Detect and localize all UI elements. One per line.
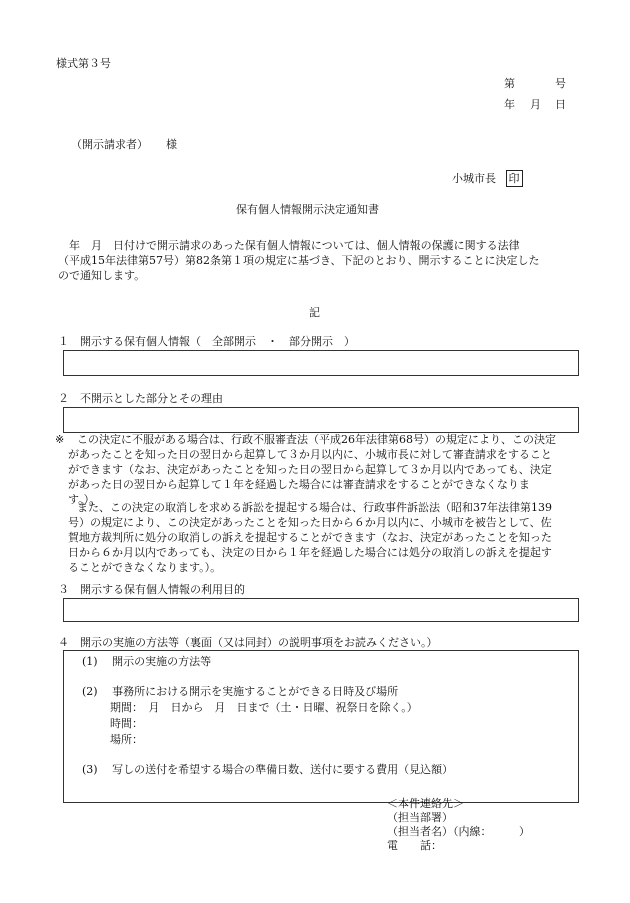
section-4-item-1: (1) 開示の実施の方法等 — [82, 655, 212, 668]
body-text — [58, 238, 578, 283]
section-4-label: ４ 開示の実施の方法等（裏面（又は同封）の説明事項をお読みください。） — [58, 636, 438, 649]
sender — [452, 170, 523, 187]
contact-block — [387, 797, 530, 853]
section-3-label: ３ 開示する保有個人情報の利用目的 — [58, 583, 245, 596]
body-line: （平成15年法律第57号）第82条第１項の規定に基づき、下記のとおり、開示することに決定した — [58, 254, 540, 267]
note-line: この決定に不服がある場合は、行政不服審査法（平成26年法律第68号）の規定により、この決定 — [77, 433, 556, 446]
time-line: 時間： — [110, 717, 143, 730]
doc-number-suffix: 号 — [555, 77, 566, 90]
body-line: ので通知します。 — [58, 269, 146, 282]
doc-number-prefix: 第 — [504, 77, 515, 90]
date-month: 月 — [530, 98, 541, 111]
contact-phone: 電 話： — [387, 839, 442, 852]
date-year: 年 — [504, 98, 515, 111]
note-line: 日から６か月以内であっても、決定の日から１年を経過した場合には処分の取消しの訴えを提起す — [68, 546, 552, 559]
note-line: す。）。 — [68, 493, 101, 506]
section-1-field[interactable] — [63, 350, 579, 376]
note-paragraph-2 — [68, 500, 580, 575]
seal-mark: 印 — [506, 170, 523, 187]
ki-mark: 記 — [309, 306, 320, 319]
note-line: また、この決定の取消しを求める訴訟を提起する場合は、行政事件訴訟法（昭和37年法律第139 — [77, 501, 552, 514]
note-line: 号）の規定により、この決定があったことを知った日から６か月以内に、小城市を被告として、佐 — [68, 516, 552, 529]
place-line: 場所： — [110, 733, 143, 746]
date-day: 日 — [555, 98, 566, 111]
note-mark: ※ — [55, 433, 65, 446]
contact-person: （担当者名）（内線： ） — [387, 825, 530, 838]
recipient-honorific: 様 — [166, 138, 177, 151]
period-line: 期間： 月 日から 月 日まで（土・日曜、祝祭日を除く。） — [110, 701, 418, 714]
note-line: ることができなくなります。）。 — [68, 561, 222, 574]
section-2-label: ２ 不開示とした部分とその理由 — [58, 392, 223, 405]
section-4-item-3: (3) 写しの送付を希望する場合の準備日数、送付に要する費用（見込額） — [82, 763, 454, 776]
note-line: があった日の翌日から起算して１年を経過した場合には審査請求をすることができなくなりま — [68, 478, 530, 491]
section-1-label: １ 開示する保有個人情報（ 全部開示 ・ 部分開示 ） — [58, 335, 355, 348]
contact-header: ＜本件連絡先＞ — [387, 797, 464, 810]
note-paragraph-1 — [68, 432, 580, 507]
recipient-label: （開示請求者） — [71, 138, 148, 151]
section-4-box[interactable] — [63, 650, 579, 803]
section-3-field[interactable] — [63, 598, 579, 622]
note-line: があったことを知った日の翌日から起算して３か月以内に、小城市長に対して審査請求をすること — [68, 448, 552, 461]
note-line: 賀地方裁判所に処分の取消しの訴えを提起することができます（なお、決定があったことを知った — [68, 531, 552, 544]
sender-name: 小城市長 — [452, 172, 496, 185]
body-line: 年 月 日付けで開示請求のあった保有個人情報については、個人情報の保護に関する法律 — [58, 239, 520, 252]
contact-dept: （担当部署） — [387, 811, 453, 824]
form-number: 様式第３号 — [56, 57, 111, 70]
section-4-item-2: (2) 事務所における開示を実施することができる日時及び場所 — [82, 685, 399, 698]
document-title: 保有個人情報開示決定通知書 — [236, 203, 379, 216]
note-line: ができます（なお、決定があったことを知った日の翌日から起算して３か月以内であっても、決定 — [68, 463, 552, 476]
section-2-field[interactable] — [63, 407, 579, 433]
